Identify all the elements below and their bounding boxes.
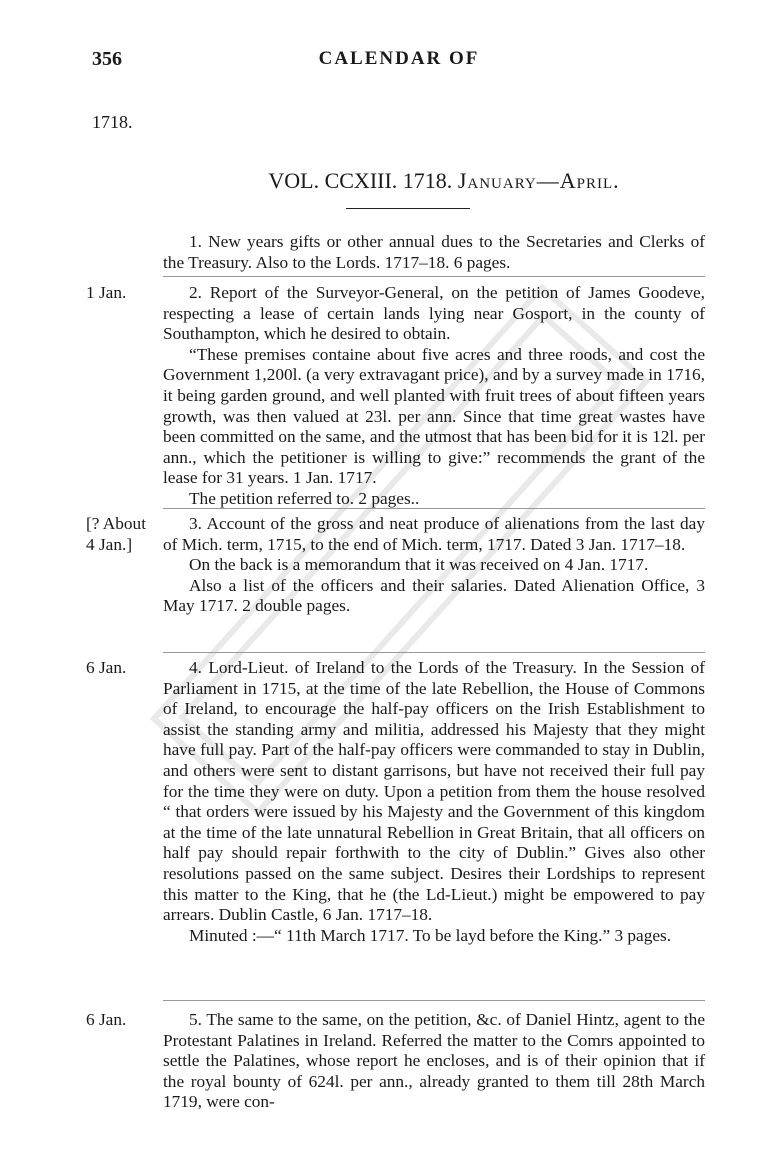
entry-divider <box>163 1000 705 1001</box>
entry-paragraph: 5. The same to the same, on the petition, &c. of Daniel Hintz, agent to the Protestant Palatines in Ireland. Referred the matter to the Comrs appointed to settle the Palatines, whose report he encloses, and is of their opinion that if the royal bounty of 624l. per ann., already granted to them till 28th March 1719, were con- <box>163 1010 705 1112</box>
page-header <box>92 48 706 74</box>
entry-divider <box>163 508 705 509</box>
entry-date: 6 Jan. <box>86 658 127 677</box>
entry-date: [? About 4 Jan.] <box>86 514 146 554</box>
entry-paragraph: Minuted :—“ 11th March 1717. To be layd before the King.” 3 pages. <box>189 925 672 945</box>
entry-1 <box>163 232 705 273</box>
entry-3 <box>163 514 705 617</box>
running-head: CALENDAR OF <box>318 48 480 69</box>
entry-divider <box>163 652 705 653</box>
entry-paragraph: The petition referred to. 2 pages.. <box>189 488 420 508</box>
margin-year: 1718. <box>92 112 133 132</box>
title-rule <box>346 208 470 209</box>
entry-date: 1 Jan. <box>86 283 127 302</box>
entry-date: 6 Jan. <box>86 1010 127 1029</box>
entry-paragraph: On the back is a memorandum that it was received on 4 Jan. 1717. <box>189 555 649 575</box>
entry-4 <box>163 658 705 946</box>
page-number: 356 <box>92 48 122 70</box>
entry-paragraph: 2. Report of the Surveyor-General, on the petition of James Goodeve, respecting a lease of certain lands lying near Gosport, in the county of Southampton, which he desired to obtain. <box>163 283 705 344</box>
entry-2 <box>163 283 705 510</box>
entry-paragraph: 3. Account of the gross and neat produce of alienations from the last day of Mich. term, 1715, to the end of Mich. term, 1717. Dated 3 Jan. 1717–18. <box>163 514 705 554</box>
entry-5 <box>163 1010 705 1113</box>
volume-title <box>0 168 768 194</box>
volume-prefix: VOL. CCXIII. 1718. <box>268 168 453 193</box>
volume-months: January—April. <box>457 168 620 193</box>
entry-paragraph: 1. New years gifts or other annual dues to the Secretaries and Clerks of the Treasury. Also to the Lords. 1717–18. 6 pages. <box>163 232 705 272</box>
entry-paragraph: 4. Lord-Lieut. of Ireland to the Lords of the Treasury. In the Session of Parliament in 1715, at the time of the late Rebellion, the House of Commons of Ireland, to encourage the half-pay officers on the Irish Establishment to assist the standing army and militia, addressed his Majesty that they might have full pay. Part of the half-pay officers were commanded to stay in Dublin, and others were sent to distant garrisons, but have not received their full pay for the time they were on duty. Upon a petition from them the house resolved “ that orders were issued by his Majesty and the Government of this kingdom at the time of the late unnatural Rebellion in Great Britain, that all officers on half pay should repair forthwith to the city of Dublin.” Gives also other resolutions passed on the same subject. Desires their Lordships to represent this matter to the King, that he (the Ld-Lieut.) might be empowered to pay arrears. Dublin Castle, 6 Jan. 1717–18. <box>163 658 705 925</box>
entry-divider <box>163 276 705 277</box>
entry-paragraph: “These premises containe about five acres and three roods, and cost the Government 1,200l. (a very extravagant price), and by a survey made in 1716, it being garden ground, and well planted with fruit trees of about fifteen years growth, was then valued at 23l. per ann. Since that time great wastes have been committed on the same, and the utmost that has been bid for it is 12l. per ann., which the petitioner is willing to give:” recommends the grant of the lease for 31 years. 1 Jan. 1717. <box>163 344 705 488</box>
entry-paragraph: Also a list of the officers and their salaries. Dated Alienation Office, 3 May 1717. 2 double pages. <box>163 575 705 616</box>
